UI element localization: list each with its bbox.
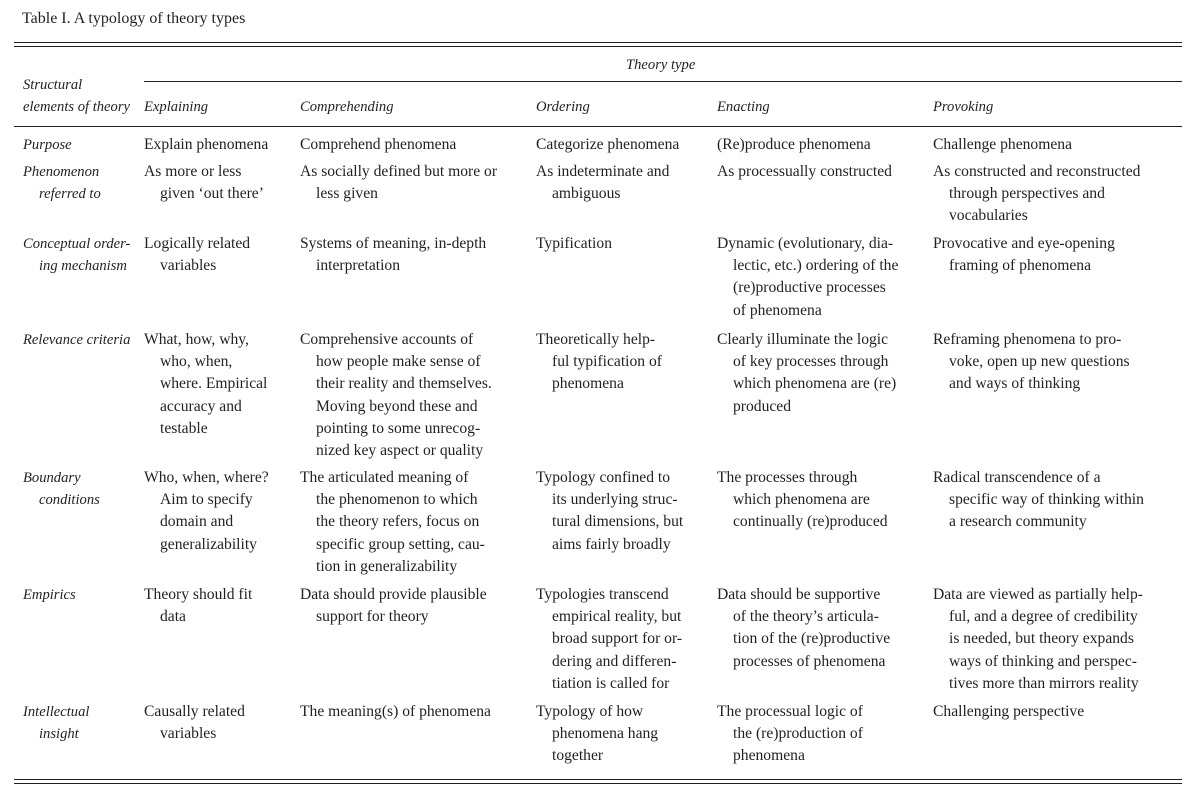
cell-line: the phenomenon to which: [316, 491, 478, 509]
cell-line: testable: [160, 419, 208, 437]
cell-line: data: [160, 608, 186, 626]
cell-line: As socially defined but more or: [300, 163, 498, 180]
row-label: [23, 233, 130, 277]
row-label-line: conditions: [39, 492, 100, 509]
row-label-line: Relevance criteria: [23, 332, 131, 348]
cell-line: which phenomena are (re): [733, 375, 897, 393]
stub-header: [23, 74, 130, 118]
table-cell: [717, 467, 888, 534]
cell-line: nized key aspect or quality: [316, 442, 484, 460]
cell-line: Typification: [536, 235, 612, 252]
column-header-explaining: Explaining: [144, 99, 209, 115]
row-label: [23, 329, 130, 351]
cell-line: its underlying struc-: [552, 491, 678, 509]
cell-line: a research community: [949, 513, 1087, 531]
table-cell: [536, 233, 612, 255]
cell-line: phenomena: [733, 747, 805, 765]
column-header-provoking: Provoking: [933, 99, 994, 115]
cell-line: pointing to some unrecog-: [316, 419, 481, 437]
stub-header-line: Structural: [23, 77, 83, 93]
cell-line: Categorize phenomena: [536, 136, 680, 153]
cell-line: variables: [160, 257, 217, 275]
cell-line: Systems of meaning, in-depth: [300, 235, 487, 252]
cell-line: Data should provide plausible: [300, 586, 487, 603]
row-label-line: Empirics: [23, 587, 76, 603]
cell-line: Typology of how: [536, 703, 644, 720]
table-cell: [144, 467, 269, 556]
cell-line: which phenomena are: [733, 491, 870, 509]
cell-line: ful typification of: [552, 353, 662, 371]
cell-line: Data are viewed as partially help-: [933, 586, 1143, 603]
row-label-line: Boundary: [23, 470, 81, 486]
header-rule: [14, 126, 1182, 127]
table-cell: [717, 584, 890, 673]
cell-line: voke, open up new questions: [949, 353, 1130, 371]
cell-line: of key processes through: [733, 353, 889, 371]
row-label-line: Phenomenon: [23, 164, 100, 180]
table-cell: [933, 329, 1130, 396]
table-cell: [536, 584, 682, 695]
cell-line: through perspectives and: [949, 185, 1105, 203]
cell-line: Provocative and eye-opening: [933, 235, 1115, 252]
column-header-ordering: Ordering: [536, 99, 590, 115]
table-cell: [300, 233, 486, 277]
table-cell: [536, 467, 683, 556]
table-cell: [933, 701, 1084, 723]
cell-line: continually (re)produced: [733, 513, 888, 531]
cell-line: (Re)produce phenomena: [717, 136, 871, 153]
table-cell: [300, 134, 456, 156]
table-cell: [144, 161, 264, 205]
row-label: [23, 584, 76, 606]
cell-line: vocabularies: [949, 207, 1028, 225]
cell-line: Radical transcendence of a: [933, 469, 1101, 486]
row-label: [23, 467, 100, 511]
cell-line: less given: [316, 185, 378, 203]
cell-line: Aim to specify: [160, 491, 253, 509]
row-label: [23, 134, 72, 156]
cell-line: Typologies transcend: [536, 586, 669, 603]
cell-line: generalizability: [160, 535, 257, 553]
cell-line: ful, and a degree of credibility: [949, 608, 1138, 626]
cell-line: interpretation: [316, 257, 400, 275]
table-cell: [300, 701, 491, 723]
table-cell: [933, 161, 1140, 228]
row-label-line: ing mechanism: [39, 258, 127, 275]
cell-line: tives more than mirrors reality: [949, 674, 1139, 692]
cell-line: The meaning(s) of phenomena: [300, 703, 491, 720]
table-cell: [536, 134, 679, 156]
cell-line: Dynamic (evolutionary, dia-: [717, 235, 894, 252]
cell-line: accuracy and: [160, 397, 242, 415]
cell-line: Comprehensive accounts of: [300, 331, 474, 348]
cell-line: given ‘out there’: [160, 185, 264, 203]
table-cell: [536, 701, 658, 768]
cell-line: the (re)production of: [733, 725, 863, 743]
table-cell: [300, 329, 492, 462]
cell-line: framing of phenomena: [949, 257, 1092, 275]
cell-line: tiation is called for: [552, 674, 670, 692]
table-cell: [717, 233, 898, 322]
cell-line: Clearly illuminate the logic: [717, 331, 889, 348]
row-label-line: Intellectual: [23, 704, 90, 720]
cell-line: of the theory’s articula-: [733, 608, 879, 626]
cell-line: specific way of thinking within: [949, 491, 1144, 509]
cell-line: their reality and themselves.: [316, 375, 492, 393]
stub-header-line: elements of theory: [23, 99, 130, 116]
cell-line: Reframing phenomena to pro-: [933, 331, 1122, 348]
table-caption: Table I. A typology of theory types: [22, 10, 246, 27]
table-cell: [717, 134, 871, 156]
table-cell: [144, 701, 245, 745]
cell-line: Causally related: [144, 703, 245, 720]
cell-line: of phenomena: [733, 301, 822, 319]
cell-line: the theory refers, focus on: [316, 513, 480, 531]
column-header-comprehending: Comprehending: [300, 99, 394, 115]
cell-line: specific group setting, cau-: [316, 535, 485, 553]
table-cell: [717, 161, 892, 183]
cell-line: Typology confined to: [536, 469, 671, 486]
table-cell: [300, 161, 497, 205]
cell-line: lectic, etc.) ordering of the: [733, 257, 899, 275]
table-cell: [144, 134, 268, 156]
cell-line: and ways of thinking: [949, 375, 1081, 393]
cell-line: tion in generalizability: [316, 557, 458, 575]
cell-line: phenomena hang: [552, 725, 659, 743]
cell-line: tural dimensions, but: [552, 513, 684, 531]
cell-line: empirical reality, but: [552, 608, 682, 626]
row-label-line: Conceptual order-: [23, 236, 131, 252]
row-label-line: insight: [39, 726, 79, 743]
cell-line: Logically related: [144, 235, 251, 252]
cell-line: produced: [733, 397, 792, 415]
table-bottom-rule: [14, 779, 1182, 784]
cell-line: support for theory: [316, 608, 429, 626]
cell-line: What, how, why,: [144, 331, 249, 348]
table-cell: [933, 233, 1115, 277]
spanner-header: Theory type: [626, 57, 696, 73]
cell-line: broad support for or-: [552, 630, 683, 648]
cell-line: Challenging perspective: [933, 703, 1085, 720]
cell-line: tion of the (re)productive: [733, 630, 891, 648]
spanner-rule: [144, 81, 1182, 82]
cell-line: As constructed and reconstructed: [933, 163, 1141, 180]
cell-line: Moving beyond these and: [316, 397, 478, 415]
table-cell: [536, 161, 669, 205]
table-top-rule: [14, 42, 1182, 47]
cell-line: ambiguous: [552, 185, 621, 203]
row-label-line: Purpose: [23, 137, 72, 153]
column-header-enacting: Enacting: [717, 99, 770, 115]
cell-line: The articulated meaning of: [300, 469, 469, 486]
table-cell: [300, 467, 485, 578]
cell-line: As processually constructed: [717, 163, 892, 180]
cell-line: dering and differen-: [552, 652, 677, 670]
cell-line: is needed, but theory expands: [949, 630, 1134, 648]
table-cell: [144, 233, 250, 277]
table-cell: [933, 467, 1144, 534]
cell-line: how people make sense of: [316, 353, 481, 371]
table-cell: [144, 329, 267, 440]
cell-line: The processes through: [717, 469, 858, 486]
cell-line: processes of phenomena: [733, 652, 886, 670]
cell-line: domain and: [160, 513, 234, 531]
table-cell: [144, 584, 252, 628]
cell-line: Theoretically help-: [536, 331, 656, 348]
cell-line: Explain phenomena: [144, 136, 269, 153]
cell-line: As indeterminate and: [536, 163, 670, 180]
table-cell: [717, 329, 896, 418]
cell-line: Comprehend phenomena: [300, 136, 457, 153]
cell-line: ways of thinking and perspec-: [949, 652, 1137, 670]
table-cell: [717, 701, 863, 768]
cell-line: The processual logic of: [717, 703, 863, 720]
cell-line: (re)productive processes: [733, 279, 886, 297]
table-cell: [536, 329, 662, 396]
table-cell: [933, 134, 1072, 156]
cell-line: phenomena: [552, 375, 624, 393]
cell-line: Data should be supportive: [717, 586, 881, 603]
row-label-line: referred to: [39, 186, 101, 203]
cell-line: Challenge phenomena: [933, 136, 1072, 153]
cell-line: where. Empirical: [160, 375, 268, 393]
cell-line: aims fairly broadly: [552, 535, 671, 553]
row-label: [23, 701, 89, 745]
cell-line: variables: [160, 725, 217, 743]
table-cell: [933, 584, 1143, 695]
row-label: [23, 161, 101, 205]
cell-line: Who, when, where?: [144, 469, 269, 486]
cell-line: together: [552, 747, 604, 765]
cell-line: As more or less: [144, 163, 242, 180]
cell-line: who, when,: [160, 353, 233, 371]
cell-line: Theory should fit: [144, 586, 253, 603]
table-cell: [300, 584, 487, 628]
